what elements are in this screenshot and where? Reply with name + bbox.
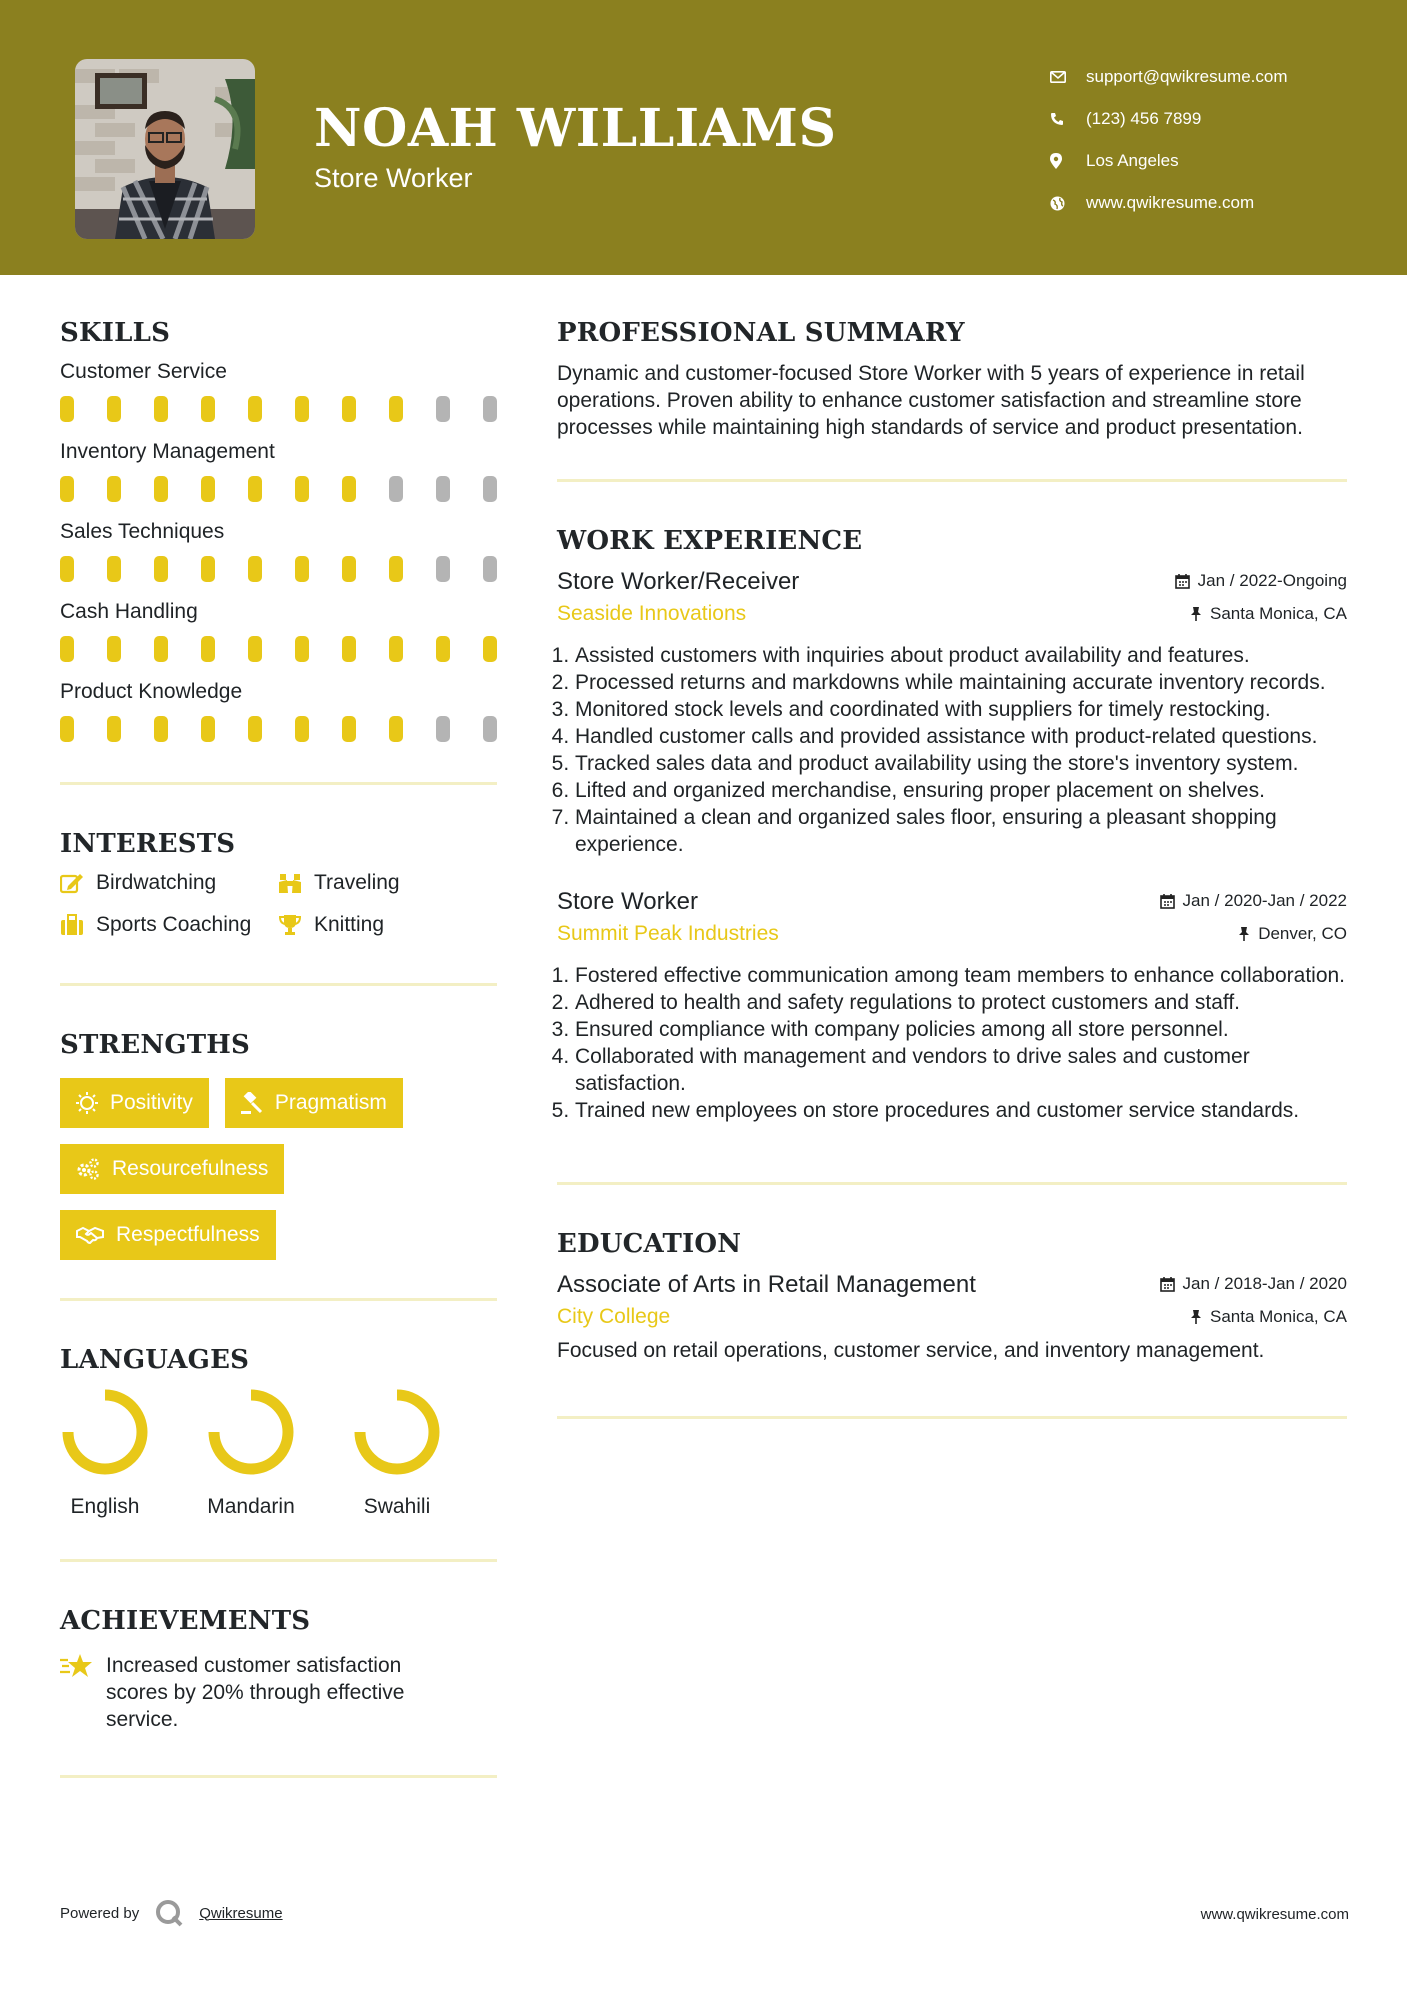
skill-dot-filled [201,716,215,742]
interest-label: Birdwatching [96,871,217,894]
skill-dot-filled [342,556,356,582]
skill-dot-filled [342,396,356,422]
strength-label: Pragmatism [274,1091,387,1114]
skill-dot-filled [389,636,403,662]
section-divider [60,1298,497,1301]
strength-label: Positivity [110,1091,193,1114]
summary-section [557,318,1347,482]
education-title: EDUCATION [557,1229,742,1259]
skill-dot-filled [107,636,121,662]
interests-list [60,871,497,937]
resume-header [0,0,1407,275]
phone-icon [1050,112,1086,126]
powered-by-text: Powered by [60,1904,140,1922]
contact-website-text: www.qwikresume.com [1086,193,1255,212]
language-arc [360,1395,434,1469]
skill-item [60,600,497,662]
degree-title: Associate of Arts in Retail Management [557,1271,976,1298]
skills-list [60,360,497,742]
duty-item: 5. Tracked sales data and product availability using the store's inventory system. [575,750,1347,777]
skill-dot-filled [107,716,121,742]
skill-dot-filled [342,476,356,502]
star-achievement-icon [60,1652,94,1680]
contact-email-text: support@qwikresume.com [1086,67,1288,86]
skill-dot-filled [154,716,168,742]
skill-dot-filled [389,716,403,742]
skill-dot-filled [60,716,74,742]
skill-dot-filled [389,396,403,422]
profile-photo [75,59,255,239]
skills-section [60,318,497,785]
skill-rating [60,716,497,742]
job-date-text: Jan / 2022-Ongoing [1197,571,1347,590]
trophy-icon [278,914,302,936]
handshake-icon [76,1225,104,1245]
sun-icon [76,1092,98,1114]
skill-dot-filled [201,396,215,422]
skill-dot-empty [436,716,450,742]
contact-email[interactable] [1050,56,1390,98]
duty-item: 3. Ensured compliance with company policies among all store personnel. [575,1016,1347,1043]
strength-badge [60,1144,284,1194]
section-divider [60,1559,497,1562]
skill-dot-empty [436,556,450,582]
language-name: Swahili [363,1495,431,1518]
binoculars-icon [278,872,302,894]
skill-dot-empty [483,476,497,502]
briefcase-icon [60,914,84,936]
section-divider [557,1182,1347,1185]
skill-dot-filled [248,396,262,422]
skill-dot-filled [248,636,262,662]
education-location-text: Santa Monica, CA [1209,1307,1347,1326]
interest-label: Knitting [314,913,385,936]
job-duties [557,642,1347,858]
education-date [1160,1274,1347,1294]
job-title: Store Worker/Receiver [557,568,800,595]
skill-dot-empty [436,476,450,502]
contact-list [1050,56,1390,224]
duty-item: 4. Collaborated with management and vendors to drive sales and customer satisfaction. [575,1043,1347,1097]
calendar-icon [1160,1276,1175,1292]
skill-rating [60,636,497,662]
duty-item: 4. Handled customer calls and provided assistance with product-related questions. [575,723,1347,750]
language-name: English [70,1495,140,1518]
skill-dot-filled [107,556,121,582]
strength-badge [60,1210,276,1260]
interest-item [278,871,478,895]
calendar-icon [1175,573,1190,589]
language-arc [68,1395,142,1469]
skill-item [60,680,497,742]
interest-label: Traveling [314,871,400,894]
envelope-icon [1050,71,1086,83]
pushpin-icon [1190,606,1202,622]
education-location [1190,1307,1347,1327]
duty-item: 1. Assisted customers with inquiries about product availability and features. [575,642,1347,669]
job-entry [557,568,1347,858]
skill-dot-filled [154,636,168,662]
skill-rating [60,556,497,582]
skill-dot-filled [295,396,309,422]
job-date [1175,571,1347,591]
globe-icon [1050,196,1086,211]
language-proficiency-ring [60,1387,150,1477]
achievement-item [60,1652,497,1733]
language-arc [214,1395,288,1469]
skill-name: Inventory Management [60,440,275,463]
job-date [1160,891,1347,911]
duty-item: 5. Trained new employees on store procedures and customer service standards. [575,1097,1347,1124]
job-duties [557,962,1347,1124]
skill-name: Sales Techniques [60,520,225,543]
experience-section [557,526,1347,1185]
skill-dot-filled [295,476,309,502]
skill-name: Customer Service [60,360,227,383]
qwikresume-logo-icon [153,1897,185,1929]
languages-section [60,1345,497,1562]
skill-dot-filled [342,716,356,742]
skill-dot-filled [201,556,215,582]
achievements-section [60,1606,497,1778]
duty-item: 3. Monitored stock levels and coordinated with suppliers for timely restocking. [575,696,1347,723]
interest-item [278,913,478,937]
strength-badge [225,1078,403,1128]
job-location [1190,604,1347,624]
skill-dot-filled [389,556,403,582]
interest-item [60,871,278,895]
achievement-text: Increased customer satisfaction scores by 20% through effective service. [106,1654,405,1731]
languages-list [60,1387,497,1519]
pencil-square-icon [60,872,84,894]
education-section [557,1229,1347,1419]
duty-item: 2. Processed returns and markdowns while maintaining accurate inventory records. [575,669,1347,696]
skill-dot-filled [295,556,309,582]
gears-icon [76,1158,100,1180]
candidate-name: NOAH WILLIAMS [314,98,837,159]
job-date-text: Jan / 2020-Jan / 2022 [1182,891,1347,910]
skill-dot-filled [483,636,497,662]
skill-name: Product Knowledge [60,680,243,703]
language-name: Mandarin [207,1495,295,1518]
strength-label: Resourcefulness [112,1157,269,1180]
skill-item [60,440,497,502]
interests-title: INTERESTS [60,829,236,859]
contact-location-text: Los Angeles [1086,151,1179,170]
candidate-role: Store Worker [314,163,473,193]
skill-dot-filled [154,476,168,502]
footer-powered-by [60,1897,283,1929]
duty-item: 6. Lifted and organized merchandise, ensuring proper placement on shelves. [575,777,1347,804]
skill-dot-filled [201,476,215,502]
contact-location [1050,140,1390,182]
education-description: Focused on retail operations, customer service, and inventory management. [557,1339,1265,1362]
skill-dot-filled [60,556,74,582]
skill-dot-filled [60,396,74,422]
job-location [1238,924,1347,944]
skills-title: SKILLS [60,318,171,348]
job-location-text: Santa Monica, CA [1209,604,1347,623]
interests-section [60,829,497,986]
gavel-icon [241,1092,263,1114]
skill-dot-filled [295,636,309,662]
strengths-title: STRENGTHS [60,1030,251,1060]
contact-phone[interactable] [1050,98,1390,140]
language-proficiency-ring [206,1387,296,1477]
section-divider [557,479,1347,482]
company-name: Summit Peak Industries [557,922,779,945]
summary-text: Dynamic and customer-focused Store Worker with 5 years of experience in retail operations. Proven ability to enhance customer satisfaction and streamline store processes while maintaining high standards of service and product presentation. [557,362,1305,439]
job-entry [557,888,1347,1124]
skill-dot-filled [107,396,121,422]
footer-website[interactable]: www.qwikresume.com [1200,1906,1349,1923]
language-item [352,1387,442,1519]
strength-label: Respectfulness [116,1223,260,1246]
company-name: Seaside Innovations [557,602,747,625]
skill-dot-filled [248,476,262,502]
skill-dot-filled [60,476,74,502]
skill-name: Cash Handling [60,600,198,623]
achievements-title: ACHIEVEMENTS [60,1606,311,1636]
brand-link[interactable]: Qwikresume [199,1904,283,1922]
job-location-text: Denver, CO [1258,924,1347,943]
skill-dot-filled [201,636,215,662]
education-entry [557,1271,1347,1364]
left-column [60,318,497,1778]
language-item [60,1387,150,1519]
skill-dot-filled [342,636,356,662]
map-pin-icon [1050,153,1086,169]
experience-title: WORK EXPERIENCE [557,526,863,556]
skill-item [60,520,497,582]
skill-dot-filled [154,556,168,582]
skill-dot-empty [436,396,450,422]
skill-dot-filled [248,716,262,742]
language-item [206,1387,296,1519]
interest-label: Sports Coaching [96,913,252,936]
skill-dot-empty [483,396,497,422]
job-title: Store Worker [557,888,698,915]
education-date-text: Jan / 2018-Jan / 2020 [1182,1274,1347,1293]
skill-rating [60,396,497,422]
skill-dot-filled [295,716,309,742]
duty-item: 1. Fostered effective communication among team members to enhance collaboration. [575,962,1347,989]
skill-dot-filled [154,396,168,422]
languages-title: LANGUAGES [60,1345,250,1375]
school-name: City College [557,1305,671,1328]
section-divider [60,983,497,986]
interest-item [60,913,278,937]
strength-badge [60,1078,209,1128]
section-divider [60,782,497,785]
strengths-list [60,1078,497,1260]
contact-website[interactable] [1050,182,1390,224]
profile-photo-image [75,59,255,239]
right-column [557,318,1347,1419]
duty-item: 7. Maintained a clean and organized sales floor, ensuring a pleasant shopping experience. [575,804,1347,858]
section-divider [557,1416,1347,1419]
duty-item: 2. Adhered to health and safety regulations to protect customers and staff. [575,989,1347,1016]
calendar-icon [1160,893,1175,909]
skill-dot-empty [389,476,403,502]
skill-dot-filled [107,476,121,502]
skill-dot-filled [248,556,262,582]
skill-rating [60,476,497,502]
language-proficiency-ring [352,1387,442,1477]
contact-phone-text: (123) 456 7899 [1086,109,1202,128]
pushpin-icon [1238,926,1250,942]
skill-dot-empty [483,716,497,742]
pushpin-icon [1190,1309,1202,1325]
skill-dot-filled [436,636,450,662]
strengths-section [60,1030,497,1301]
skill-dot-empty [483,556,497,582]
section-divider [60,1775,497,1778]
skill-item [60,360,497,422]
skill-dot-filled [60,636,74,662]
summary-title: PROFESSIONAL SUMMARY [557,318,965,348]
